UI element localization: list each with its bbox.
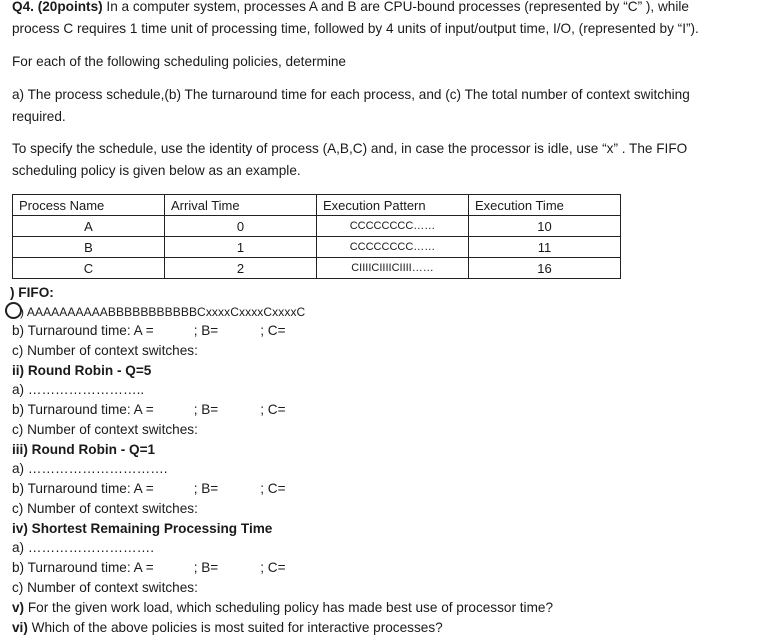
question-intro-line-1 [12, 0, 689, 17]
header-execution-time: Execution Time [469, 195, 621, 216]
cell-process: B [13, 237, 165, 258]
turnaround-c-label: ; C= [260, 560, 286, 575]
cell-process: A [13, 216, 165, 237]
question-vi [12, 618, 443, 638]
turnaround-c-label: ; C= [260, 323, 286, 338]
question-intro-text: In a computer system, processes A and B are CPU-bound processes (represented by “C” ), while [102, 0, 689, 14]
question-points: (20points) [37, 0, 103, 14]
fifo-turnaround [12, 321, 286, 341]
rr1-context-switches: c) Number of context switches: [12, 501, 198, 516]
question-v [12, 598, 553, 618]
header-arrival-time: Arrival Time [165, 195, 317, 216]
turnaround-label: b) Turnaround time: A = [12, 402, 154, 417]
rr1-turnaround [12, 479, 286, 499]
rr5-turnaround [12, 400, 286, 420]
determine-line: For each of the following scheduling policies, determine [12, 54, 346, 69]
fifo-schedule [20, 302, 305, 322]
srpt-turnaround [12, 558, 286, 578]
question-v-text: For the given work load, which scheduling policy has made best use of processor time? [24, 600, 554, 615]
srpt-schedule: a) ………………………. [12, 540, 154, 555]
cell-exec-time: 16 [469, 258, 621, 279]
rr1-schedule: a) …………………………. [12, 461, 168, 476]
turnaround-b-label: ; B= [193, 481, 219, 496]
cell-arrival: 2 [165, 258, 317, 279]
fifo-heading: ) FIFO: [10, 285, 54, 300]
cell-process: C [13, 258, 165, 279]
rr1-heading: iii) Round Robin - Q=1 [12, 442, 156, 457]
turnaround-label: b) Turnaround time: A = [12, 560, 154, 575]
srpt-heading: iv) Shortest Remaining Processing Time [12, 521, 273, 536]
srpt-context-switches: c) Number of context switches: [12, 580, 198, 595]
question-intro-line-2: process C requires 1 time unit of processing time, followed by 4 units of input/output time, I/O, (represented by “I”). [12, 21, 699, 36]
parts-line-2: required. [12, 109, 66, 124]
rr5-schedule: a) …………………….. [12, 382, 145, 397]
cell-arrival: 0 [165, 216, 317, 237]
question-vi-number: vi) [12, 620, 28, 635]
turnaround-b-label: ; B= [193, 323, 219, 338]
turnaround-label: b) Turnaround time: A = [12, 481, 154, 496]
spec-line-1: To specify the schedule, use the identity of process (A,B,C) and, in case the processor is idle, use “x” . The FIFO [12, 141, 688, 156]
spec-line-2: scheduling policy is given below as an example. [12, 163, 301, 178]
question-vi-text: Which of the above policies is most suited for interactive processes? [27, 620, 443, 635]
fifo-schedule-prefix: ) [20, 305, 27, 319]
turnaround-c-label: ; C= [260, 402, 286, 417]
turnaround-b-label: ; B= [193, 560, 219, 575]
question-v-number: v) [12, 600, 25, 615]
process-table [12, 194, 621, 279]
table-row [13, 258, 621, 279]
fifo-schedule-sequence: AAAAAAAAAABBBBBBBBBBBCxxxxCxxxxCxxxxC [26, 305, 306, 319]
cell-exec-time: 11 [469, 237, 621, 258]
fifo-context-switches: c) Number of context switches: [12, 343, 198, 358]
cell-pattern: CCCCCCCC…… [317, 237, 469, 258]
turnaround-b-label: ; B= [193, 402, 219, 417]
rr5-context-switches: c) Number of context switches: [12, 422, 198, 437]
table-row [13, 237, 621, 258]
parts-line-1: a) The process schedule,(b) The turnaround time for each process, and (c) The total number of context switching [12, 87, 690, 102]
header-execution-pattern: Execution Pattern [317, 195, 469, 216]
cell-arrival: 1 [165, 237, 317, 258]
cell-pattern: CIIIICIIIICIIII…… [317, 258, 469, 279]
turnaround-c-label: ; C= [260, 481, 286, 496]
question-id: Q4. [12, 0, 34, 14]
turnaround-label: b) Turnaround time: A = [12, 323, 154, 338]
header-process-name: Process Name [13, 195, 165, 216]
table-row [13, 216, 621, 237]
cell-exec-time: 10 [469, 216, 621, 237]
rr5-heading: ii) Round Robin - Q=5 [12, 363, 152, 378]
table-header-row [13, 195, 621, 216]
cell-pattern: CCCCCCCC…… [317, 216, 469, 237]
